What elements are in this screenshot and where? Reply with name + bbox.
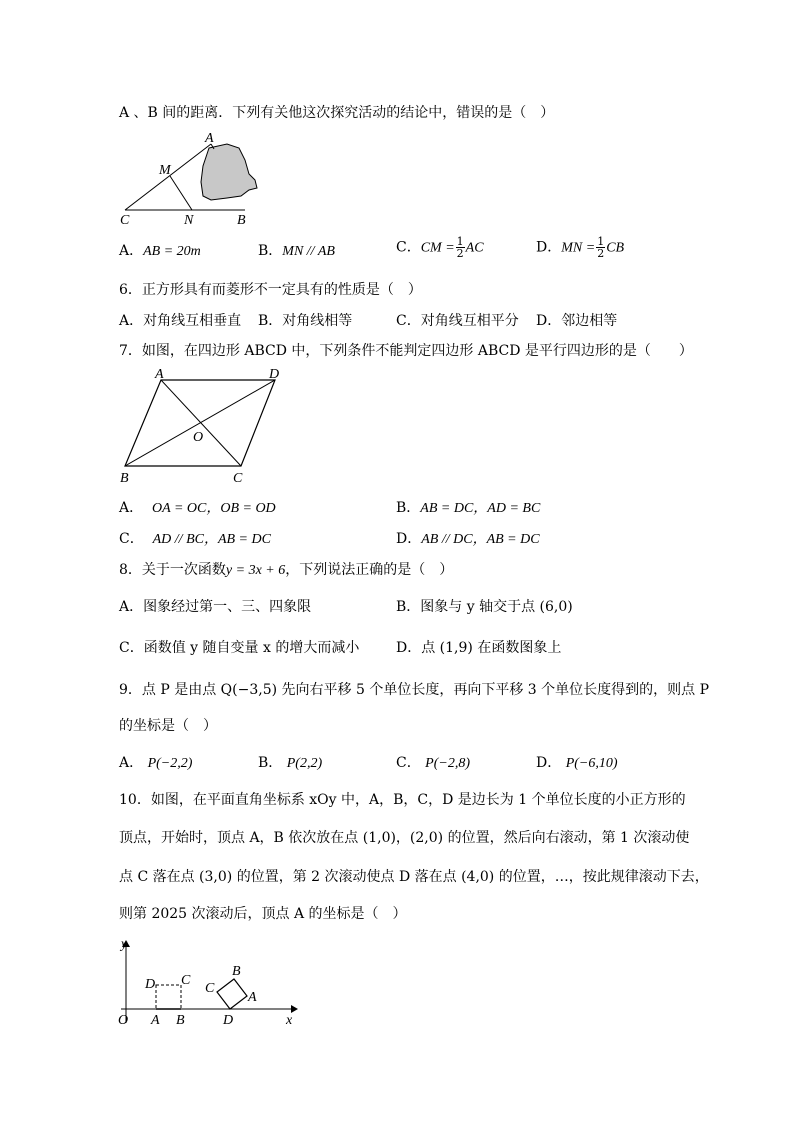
option-a-prefix: A． [119,500,144,516]
q5-option-b[interactable] [258,242,335,261]
label-c2: C [205,981,215,996]
line-mn [170,176,192,210]
option-c-lhs: CM = [420,240,455,256]
option-d-expr: AB // DC，AB = DC [421,532,540,547]
q6-option-c[interactable]: C．对角线互相平分 [396,313,519,329]
q10-figure [115,935,305,1030]
q9-option-d[interactable] [536,754,618,773]
option-b-prefix: B． [396,500,421,516]
q8-stem-pre: 8．关于一次函数 [119,562,226,578]
q6-option-d[interactable]: D．邻边相等 [536,313,618,329]
option-a-expr: AB = 20m [143,244,201,259]
option-d-prefix: D． [536,239,562,256]
q8-stem-post: ，下列说法正确的是（ ） [285,562,454,578]
option-b-value: P(2,2) [286,756,323,771]
option-c-rhs: AC [465,240,484,256]
q7-option-d[interactable] [396,530,540,549]
frac-den: 2 [456,247,464,260]
q6-stem: 6．正方形具有而菱形不一定具有的性质是（ ） [119,282,422,298]
option-a-prefix: A． [119,755,144,771]
label-n: N [184,213,194,228]
q10-line2: 顶点，开始时，顶点 A，B 依次放在点 (1,0)，(2,0) 的位置，然后向右滚动，第 1 次滚动使 [119,830,690,846]
option-a-value: P(−2,2) [147,756,193,771]
label-b: B [120,471,129,486]
q10-line4: 则第 2025 次滚动后，顶点 A 的坐标是（ ） [119,906,407,922]
q8-stem [119,561,453,580]
q7-figure [115,368,295,488]
option-b-prefix: B． [258,755,283,771]
frac-den: 2 [597,247,605,260]
q10-line1: 10．如图，在平面直角坐标系 xOy 中，A，B，C，D 是边长为 1 个单位长度的小正方形的 [119,792,686,808]
q9-option-b[interactable] [258,754,322,773]
label-a: A [205,131,214,146]
option-c-prefix: C． [396,755,421,771]
q9-option-c[interactable] [396,754,470,773]
label-c: C [181,973,191,988]
option-b-prefix: B． [258,243,283,259]
q7-stem: 7．如图，在四边形 ABCD 中，下列条件不能判定四边形 ABCD 是平行四边形的是（ ） [119,343,693,359]
rolled-square [217,979,247,1009]
q8-function-expr: y = 3x + 6 [225,563,286,578]
q8-option-b[interactable]: B．图象与 y 轴交于点 (6,0) [396,599,573,615]
q10-line3: 点 C 落在点 (3,0) 的位置，第 2 次滚动使点 D 落在点 (4,0) 的位置，…，按此规律滚动下去， [119,869,709,885]
q9-stem-line2: 的坐标是（ ） [119,718,217,734]
label-m: M [159,163,171,178]
q5-stem: A 、B 间的距离．下列有关他这次探究活动的结论中，错误的是（ ） [119,105,555,121]
q6-option-b[interactable]: B．对角线相等 [258,313,353,329]
option-b-expr: AB = DC，AD = BC [420,501,541,516]
frac-num: 1 [456,235,464,248]
label-x: x [286,1013,293,1028]
label-a: A [151,1013,160,1028]
option-b-expr: MN // AB [282,244,335,259]
option-c-fraction [456,236,465,259]
label-a2: A [248,990,257,1005]
option-a-prefix: A． [119,243,144,259]
option-d-prefix: D． [396,531,422,547]
diagonal-bd [125,380,275,466]
label-d: D [145,977,156,992]
q7-option-c[interactable] [119,530,271,549]
label-d2: D [223,1013,234,1028]
option-a-expr: OA = OC，OB = OD [152,501,276,516]
option-d-fraction [596,236,605,259]
label-b: B [237,213,246,228]
label-c: C [120,213,130,228]
q9-stem-line1: 9．点 P 是由点 Q(−3,5) 先向右平移 5 个单位长度，再向下平移 3 个单位长度得到的，则点 P [119,682,710,698]
label-a: A [155,368,164,382]
option-c-value: P(−2,8) [425,756,470,771]
option-c-prefix: C． [396,239,421,256]
q5-option-a[interactable] [119,242,201,261]
label-c: C [233,471,243,486]
q8-option-a[interactable]: A．图象经过第一、三、四象限 [119,599,312,615]
label-o: O [193,430,204,445]
frac-num: 1 [597,235,605,248]
label-b: B [176,1013,185,1028]
option-c-expr: AD // BC，AB = DC [152,532,271,547]
q7-option-b[interactable] [396,499,540,518]
label-d: D [269,368,280,382]
option-d-rhs: CB [606,240,625,256]
q6-option-a[interactable]: A．对角线互相垂直 [119,313,242,329]
option-d-prefix: D． [536,755,562,771]
q5-figure [115,130,275,228]
q8-option-c[interactable]: C．函数值 y 随自变量 x 的增大而减小 [119,640,360,656]
option-c-prefix: C． [119,531,144,547]
q9-option-a[interactable] [119,754,192,773]
label-b2: B [232,964,241,979]
option-d-lhs: MN = [561,240,596,256]
q5-option-c[interactable] [396,236,484,259]
q5-option-d[interactable] [536,236,624,259]
initial-square [156,985,181,1009]
option-d-value: P(−6,10) [565,756,618,771]
q8-option-d[interactable]: D．点 (1,9) 在函数图象上 [396,640,562,656]
q7-option-a[interactable] [119,499,276,518]
lake-shape [201,144,257,200]
label-o: O [118,1013,129,1028]
label-y: y [121,937,128,952]
